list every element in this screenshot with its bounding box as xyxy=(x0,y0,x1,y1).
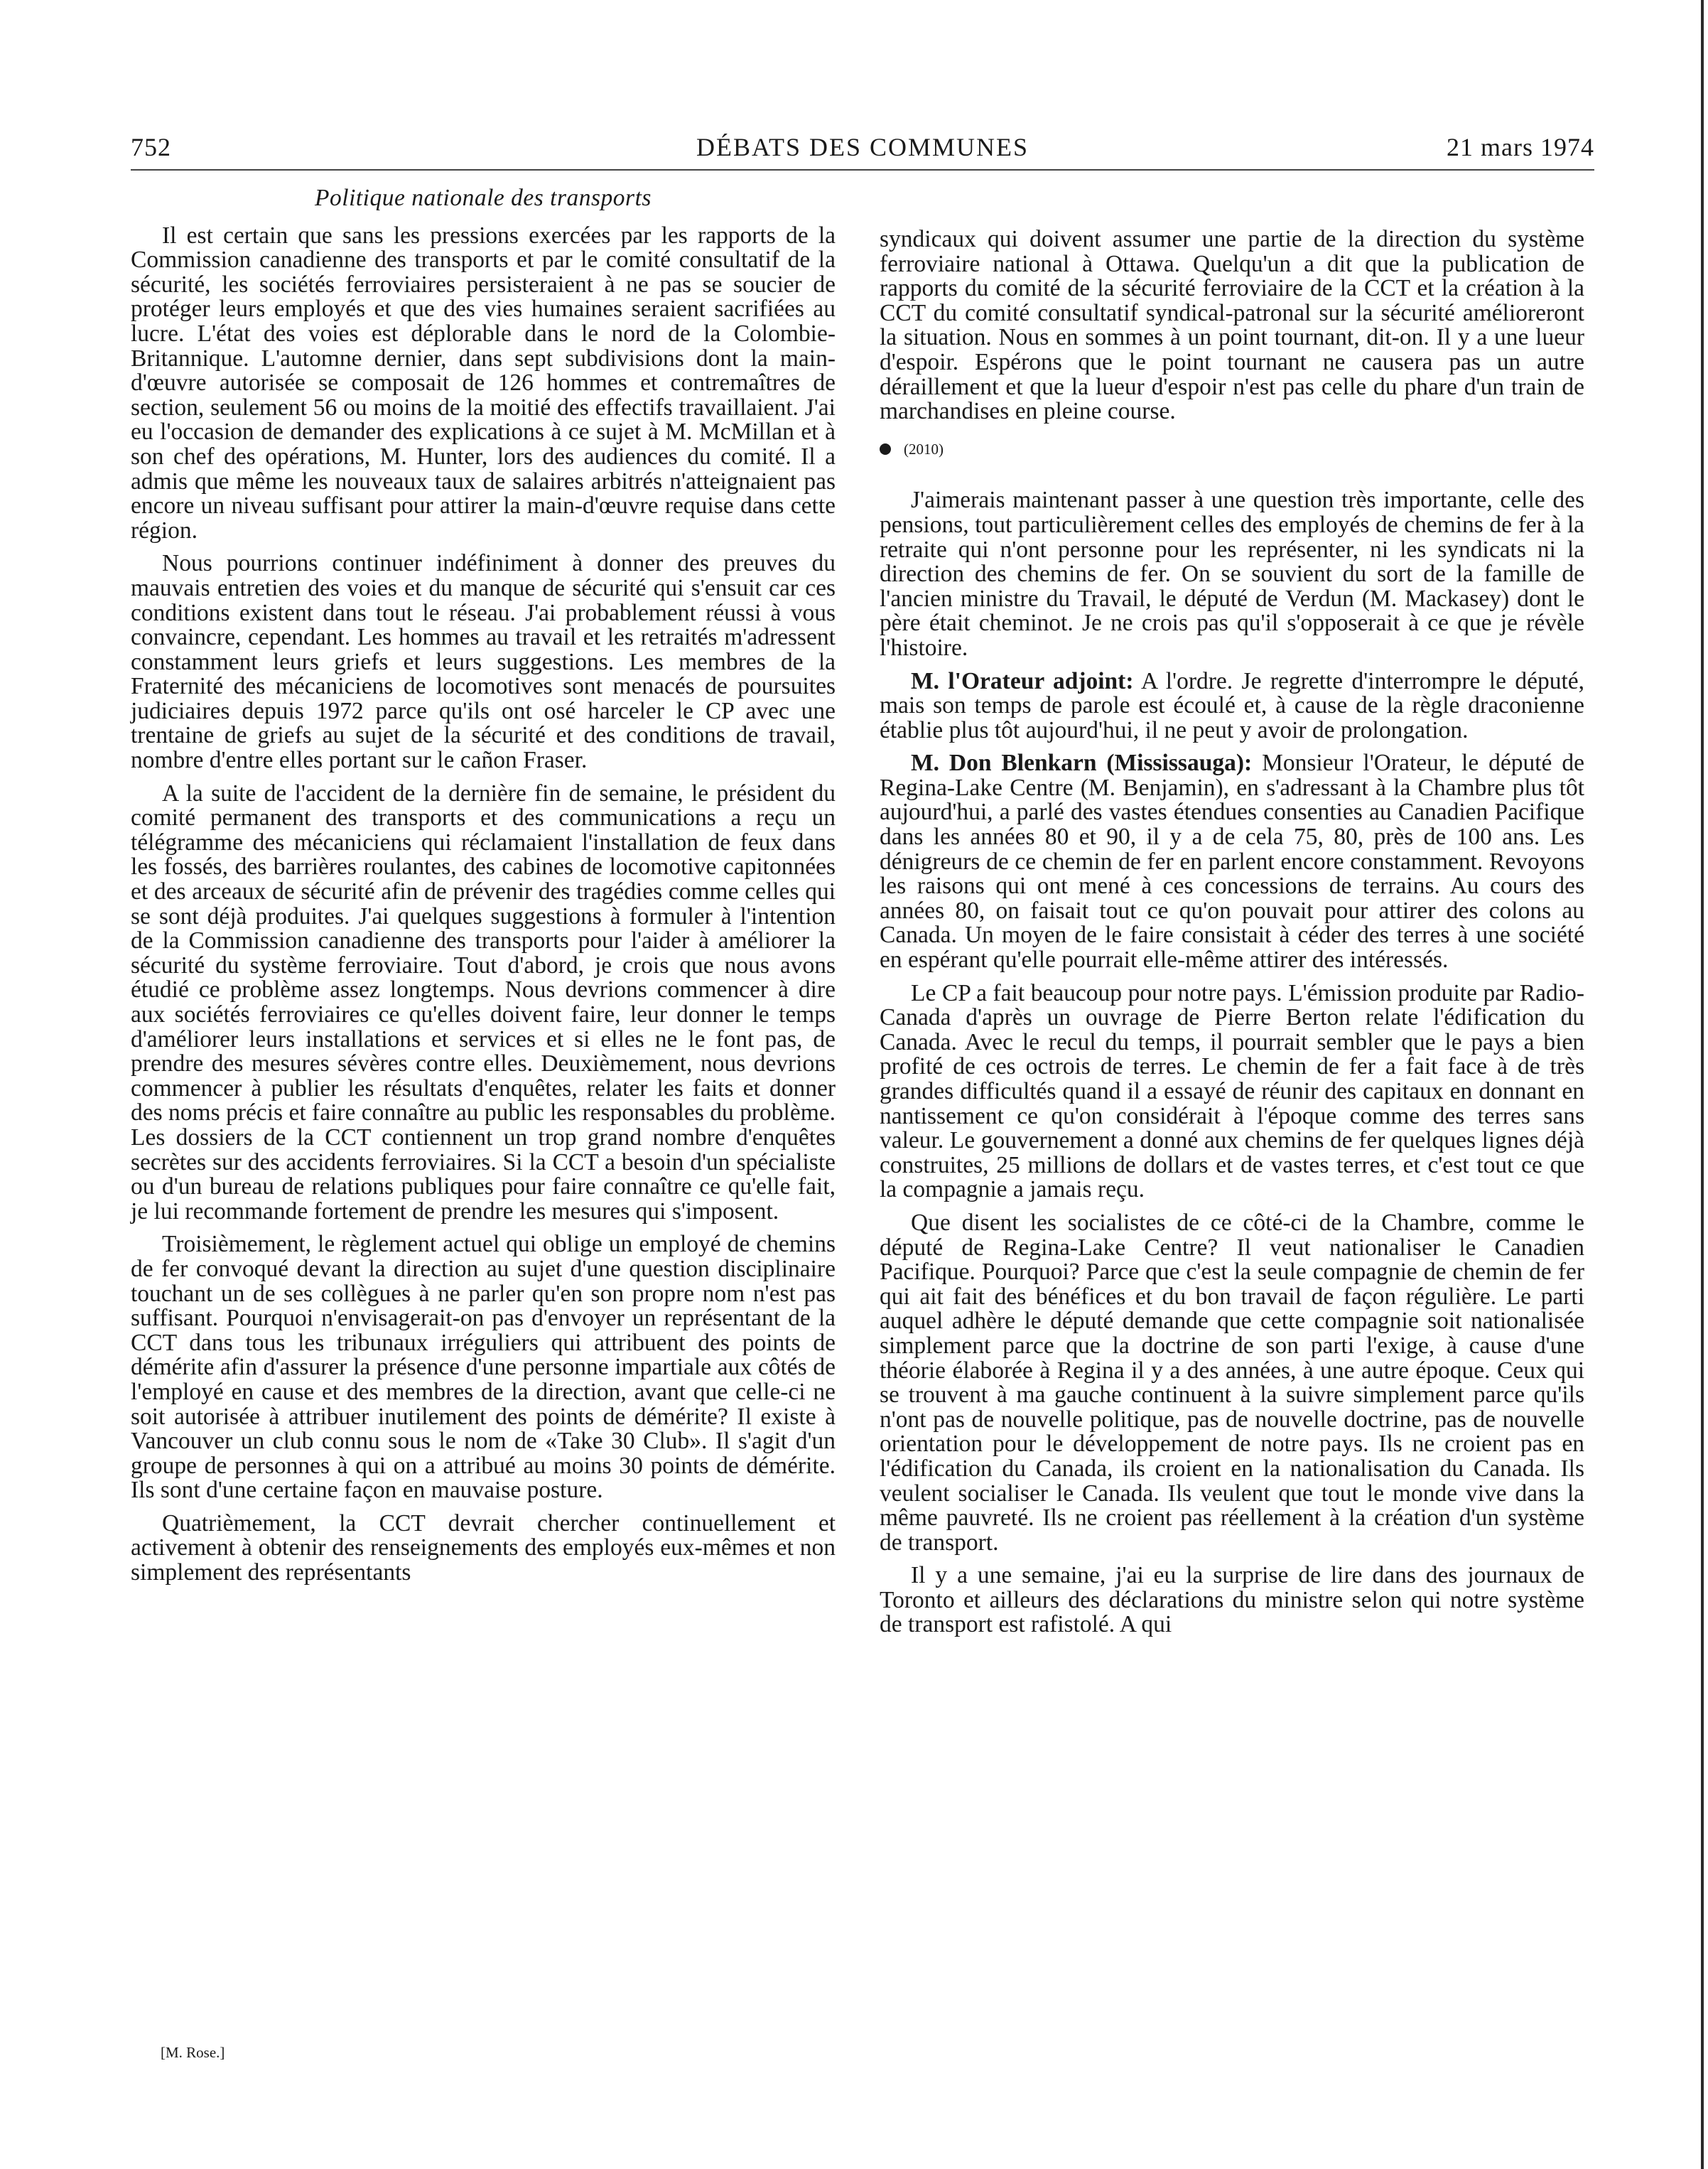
paragraph: Troisièmement, le règlement actuel qui oblige un employé de chemins de fer convoqué devant la direction au sujet d'une question disciplinaire touchant un de ses collègues à ne parler qu'en son propre nom n'est pas suffisant. Pourquoi n'envisagerait-on pas d'envoyer un représentant de la CCT dans tous les tribunaux irréguliers qui attribuent des points de démérite afin d'assurer la présence d'une personne impartiale aux côtés de l'employé en cause et des membres de la direction, avant que celle-ci ne soit autorisée à attribuer inutilement des points de démérite? Il existe à Vancouver un club connu sous le nom de «Take 30 Club». Il s'agit d'un groupe de personnes à qui on a attribué au moins 30 points de démérite. Ils sont d'une certaine façon en mauvaise posture. xyxy=(131,1231,836,1504)
page-edge-line xyxy=(1701,0,1704,2169)
speech-deputy-speaker xyxy=(880,669,1584,743)
paragraph: Nous pourrions continuer indéfiniment à donner des preuves du mauvais entretien des voies et du manque de sécurité qui s'ensuit car ces conditions existent dans tout le réseau. J'ai probablement réussi à vous convaincre, cependant. Les hommes au travail et les retraités m'adressent constamment leurs griefs et leurs suggestions. Les membres de la Fraternité des mécaniciens de locomotives sont menacés de poursuites judiciaires depuis 1972 parce qu'ils ont osé harceler le CP avec une trentaine de griefs au sujet de la sécurité et des conditions de travail, nombre d'entre elles portant sur le cañon Fraser. xyxy=(131,550,836,774)
paragraph: Il y a une semaine, j'ai eu la surprise de lire dans des journaux de Toronto et ailleurs des déclarations du ministre selon qui notre système de transport est rafistolé. A qui xyxy=(880,1562,1584,1638)
speaker-name: M. Don Blenkarn (Mississauga): xyxy=(911,750,1253,777)
page-number: 752 xyxy=(131,133,171,161)
speech-blenkarn xyxy=(880,751,1584,972)
speaker-name: M. l'Orateur adjoint: xyxy=(911,667,1134,694)
bullet-icon xyxy=(880,443,891,455)
paragraph: Que disent les socialistes de ce côté-ci de la Chambre, comme le député de Regina-Lake Centre? Il veut nationaliser le Canadien Pacifique. Pourquoi? Parce que c'est la seule compagnie de chemin de fer qui ait fait des bénéfices et du bon travail de façon régulière. Le parti auquel adhère le député demande que cette compagnie soit nationalisée simplement parce que la doctrine de son parti l'exige, à cause d'une théorie élaborée à Regina il y a des années, à une autre époque. Ceux qui se trouvent à ma gauche continuent à la suivre simplement parce qu'ils n'ont pas de nouvelle politique, pas de nouvelle doctrine, pas de nouvelle orientation pour le développement de notre pays. Ils ne croient pas en l'édification du Canada, ils croient en la nationalisation du Canada. Ils veulent socialiser le Canada. Ils veulent que tout le monde vive dans la même pauvreté. Ils ne croient pas réellement à la création d'un système de transport. xyxy=(880,1209,1584,1556)
paragraph-continued: syndicaux qui doivent assumer une partie de la direction du système ferroviaire national à Ottawa. Quelqu'un a dit que la publication de rapports du comité de la sécurité ferroviaire de la CCT et la création à la CCT du comité consultatif syndical-patronal sur la sécurité amélioreront la situation. Nous en sommes à un point tournant, dit-on. Il y a une lueur d'espoir. Espérons que le point tournant ne causera pas un autre déraillement et que la lueur d'espoir n'est pas celle du phare d'un train de marchandises en pleine course. xyxy=(880,226,1584,425)
speech-text: A l'ordre. Je regrette d'interrompre le député, mais son temps de parole est écoulé et, à cause de la règle draconienne établie plus tôt aujourd'hui, il ne peut y avoir de prolongation. xyxy=(880,667,1584,743)
paragraph: J'aimerais maintenant passer à une question très importante, celle des pensions, tout particulièrement celles des employés de chemins de fer à la retraite qui n'ont personne pour les représenter, ni les syndicats ni la direction des chemins de fer. On se souvient du sort de la famille de l'ancien ministre du Travail, le député de Verdun (M. Mackasey) dont le père était cheminot. Je ne crois pas qu'il s'opposerait à ce que je révèle l'histoire. xyxy=(880,487,1584,661)
right-column xyxy=(880,227,1584,1646)
header-rule xyxy=(131,169,1594,171)
page-date: 21 mars 1974 xyxy=(1447,133,1594,161)
left-column xyxy=(131,186,836,1594)
page-header xyxy=(131,132,1594,169)
publication-title: DÉBATS DES COMMUNES xyxy=(696,133,1029,161)
speaker-attribution: [M. Rose.] xyxy=(161,2044,225,2061)
paragraph: A la suite de l'accident de la dernière fin de semaine, le président du comité permanent des transports et des communications a reçu un télégramme des mécaniciens qui réclamaient l'installation de feux dans les fossés, des barrières roulantes, des cabines de locomotive capitonnées et des arceaux de sécurité afin de prévenir des tragédies comme celles qui se sont déjà produites. J'ai quelques suggestions à formuler à l'intention de la Commission canadienne des transports pour l'aider à améliorer la sécurité du système ferroviaire. Tout d'abord, je crois que nous avons étudié ce problème assez longtemps. Nous devrions commencer à dire aux sociétés ferroviaires ce qu'elles doivent faire, leur donner le temps d'améliorer leurs installations et services et si elles ne le font pas, de prendre des mesures sévères contre elles. Deuxièmement, nous devrions commencer à publier les résultats d'enquêtes, relater les faits et donner des noms précis et faire connaître au public les responsables du problème. Les dossiers de la CCT contiennent un trop grand nombre d'enquêtes secrètes sur des accidents ferroviaires. Si la CCT a besoin d'un spécialiste ou d'un bureau de relations publiques pour faire connaître ce qu'elle fait, je lui recommande fortement de prendre les mesures qui s'imposent. xyxy=(131,780,836,1225)
paragraph: Le CP a fait beaucoup pour notre pays. L'émission produite par Radio-Canada d'après un ouvrage de Pierre Berton relate l'édification du Canada. Avec le recul du temps, il pourrait sembler que le pays a bien profité de ces octrois de terres. Le chemin de fer a fait face à de très grandes difficultés quand il a essayé de réunir des capitaux en donnant en nantissement ce qu'on considérait à l'époque comme des terres sans valeur. Le gouvernement a donné aux chemins de fer quelques lignes déjà construites, 25 millions de dollars et de vastes terres, et c'est tout ce que la compagnie a jamais reçu. xyxy=(880,979,1584,1203)
section-title: Politique nationale des transports xyxy=(315,185,652,211)
paragraph: Quatrièmement, la CCT devrait chercher continuellement et activement à obtenir des renseignements des employés eux-mêmes et non simplement des représentants xyxy=(131,1509,836,1586)
speech-text: Monsieur l'Orateur, le député de Regina-Lake Centre (M. Benjamin), en s'adressant à la Chambre plus tôt aujourd'hui, a parlé des vastes étendues consenties au Canadien Pacifique dans les années 80 et 90, il y a de cela 75, 80, près de 100 ans. Les dénigreurs de ce chemin de fer en parlent encore constamment. Revoyons les raisons qui ont mené à ces concessions de terrains. Au cours des années 80, on faisait tout ce qu'on pouvait pour attirer des colons au Canada. Un moyen de le faire consistait à céder des terres à une société en espérant qu'elle pourrait elle-même attirer des intéressés. xyxy=(880,750,1584,974)
time-marker-label: (2010) xyxy=(904,440,944,458)
paragraph: Il est certain que sans les pressions exercées par les rapports de la Commission canadienne des transports et par le comité consultatif de la sécurité, les sociétés ferroviaires persisteraient à ne pas se soucier de protéger leurs employés et que des vies humaines seraient sacrifiées au lucre. L'état des voies est déplorable dans le nord de la Colombie-Britannique. L'automne dernier, dans sept subdivisions dont la main-d'œuvre autorisée se composait de 126 hommes et contremaîtres de section, seulement 56 ou moins de la moitié des effectifs travaillaient. J'ai eu l'occasion de demander des explications à ce sujet à M. McMillan et à son chef des opérations, M. Hunter, lors des audiences du comité. Il a admis que même les nouveaux taux de salaires arbitrés n'atteignaient pas encore un niveau suffisant pour attirer la main-d'œuvre requise dans cette région. xyxy=(131,222,836,544)
time-marker xyxy=(880,437,1584,462)
